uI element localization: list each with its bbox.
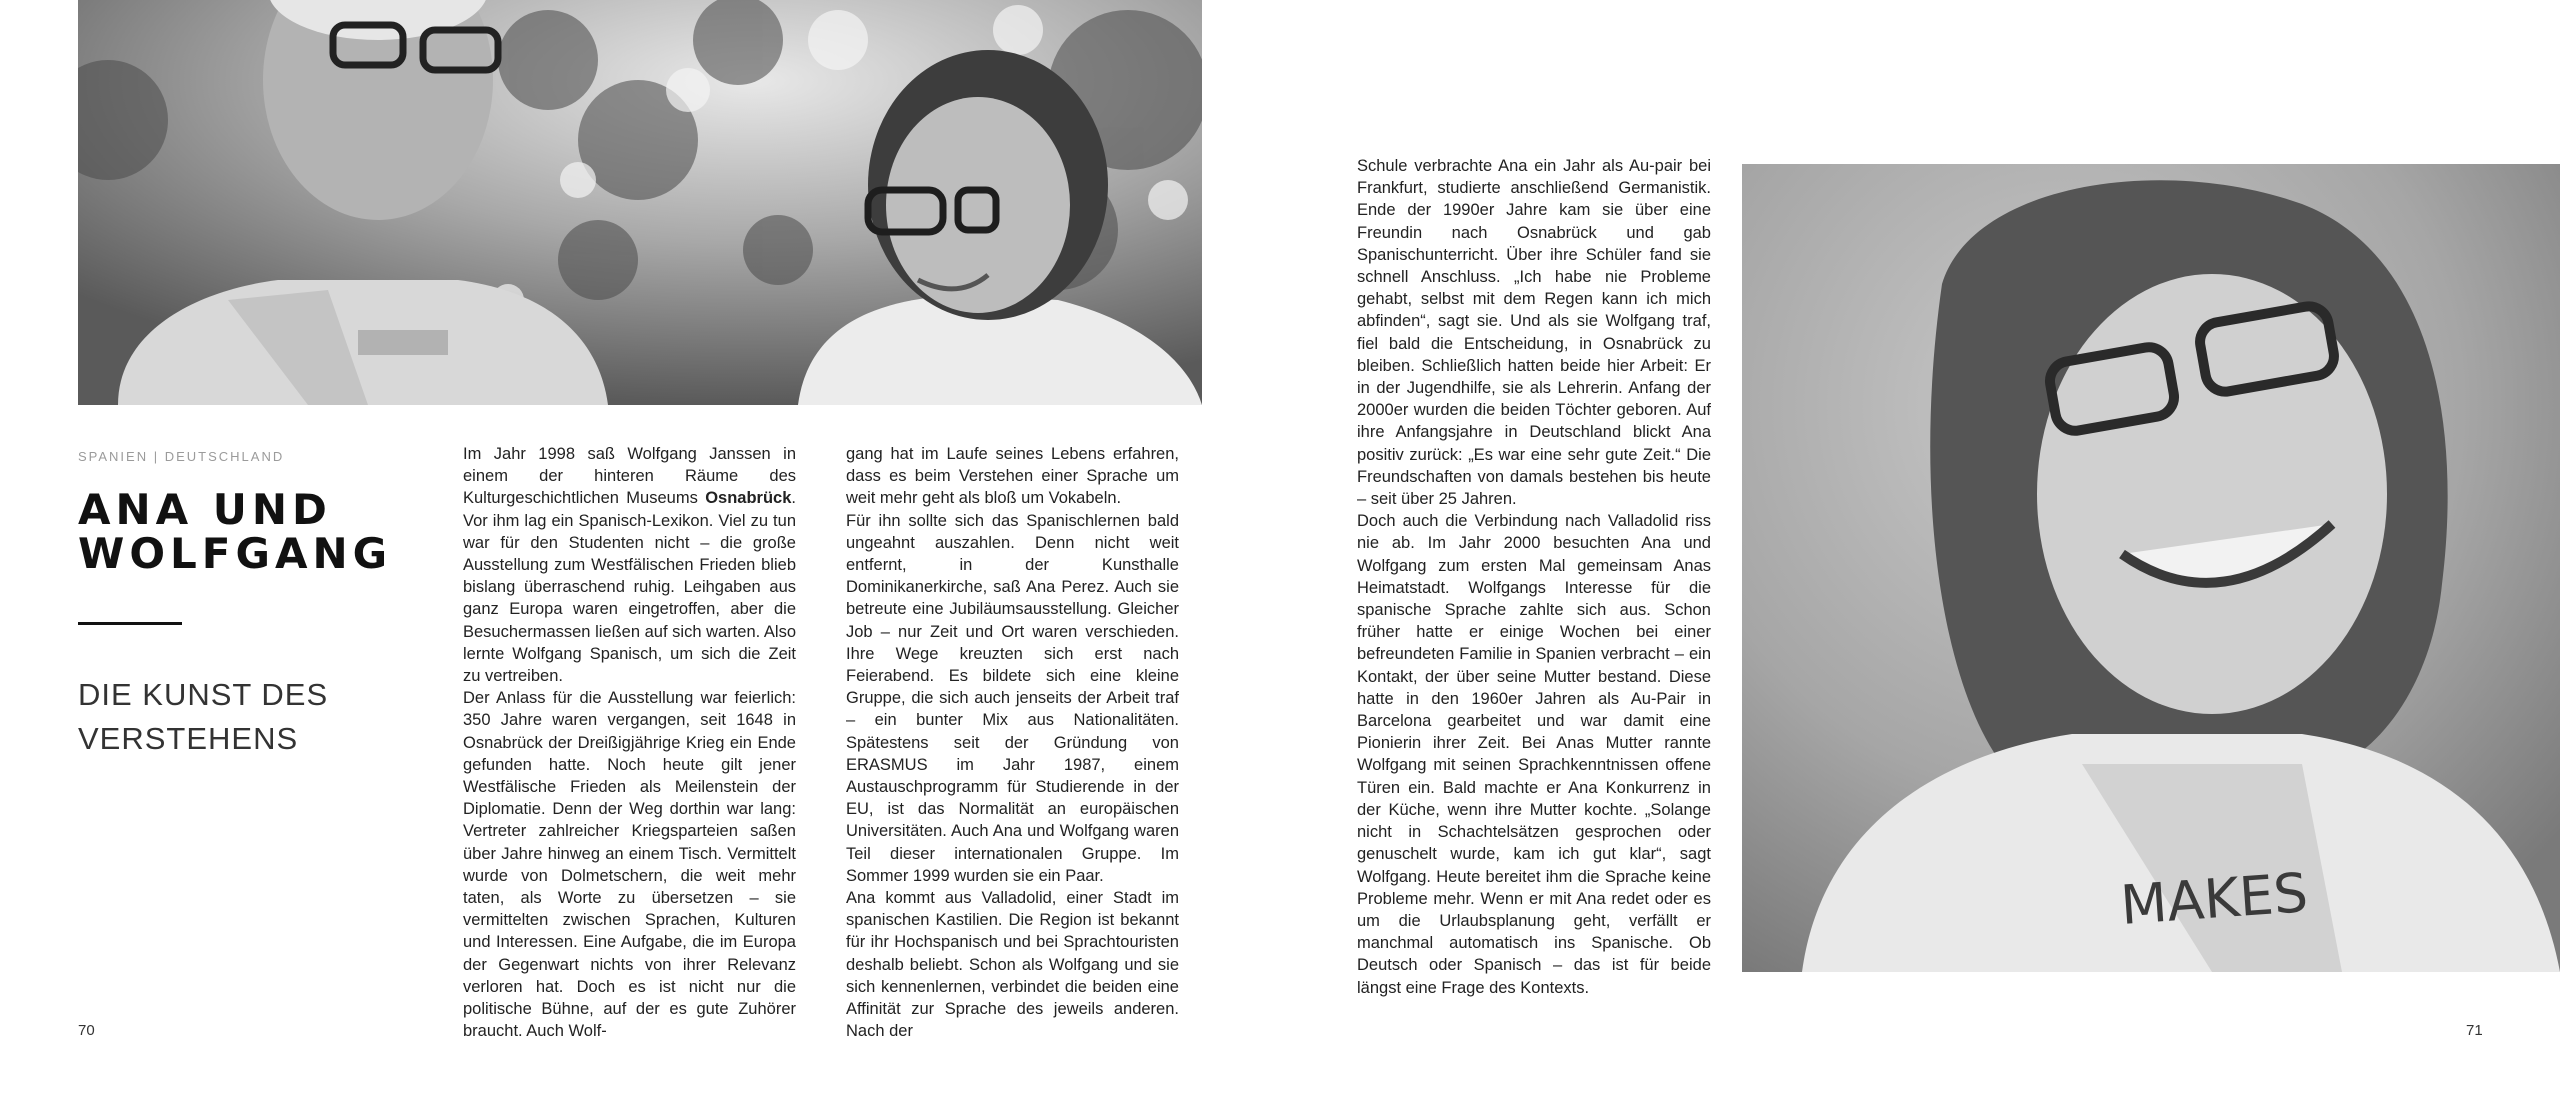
title-divider — [78, 622, 182, 625]
body-paragraph: Ana kommt aus Valladolid, einer Stadt im spanischen Kastilien. Die Region ist bekannt für ihr Hochspanisch und bei Sprachtouristen deshalb beliebt. Schon als Wolfgang und sie sich kennenlernen, verbindet die beiden eine Affinität zur Sprache des jeweils anderen. Nach der — [846, 889, 1179, 1041]
title-line-1: ANA UND — [78, 485, 332, 534]
title-line-2: WOLFGANG — [78, 529, 393, 578]
page-number-right: 71 — [2466, 1022, 2483, 1039]
article-subtitle — [78, 673, 408, 761]
page-number-left: 70 — [78, 1022, 95, 1039]
article-title — [78, 485, 438, 578]
body-paragraph: Im Jahr 1998 saß Wolfgang Janssen in einem der hinteren Räume des Kulturgeschichtlichen Museums Osnabrück. Vor ihm lag ein Spanisch-Lexikon. Viel zu tun war für den Studenten nicht – die große Ausstellung zum Westfälischen Frieden blieb bislang überraschend ruhig. Leihgaben aus ganz Europa waren eingetroffen, aber die Besuchermassen ließen auf sich warten. Also lernte Wolfgang Spanisch, um sich die Zeit zu vertreiben. — [463, 445, 796, 686]
ana-portrait-graphic — [1742, 164, 2560, 972]
subtitle-line-1: DIE KUNST DES — [78, 677, 329, 712]
city-highlight: Osnabrück — [705, 489, 792, 508]
couple-photo — [78, 0, 1202, 405]
body-paragraph: gang hat im Laufe seines Lebens erfahren, dass es beim Verstehen einer Sprache um weit mehr geht als bloß um Vokabeln. — [846, 445, 1179, 508]
body-column-2 — [846, 443, 1179, 1042]
body-paragraph: Schule verbrachte Ana ein Jahr als Au-pair bei Frankfurt, studierte anschließend Germanistik. Ende der 1990er Jahre kam sie über eine Freundin nach Osnabrück und gab Spanischunterricht. Über ihre Schüler fand sie schnell Anschluss. „Ich habe nie Probleme gehabt, selbst mit dem Regen kann ich mich abfinden“, sagt sie. Und als sie Wolfgang traf, fiel bald die Entscheidung, in Osnabrück zu bleiben. Schließlich hatten beide hier Arbeit: Er in der Jugendhilfe, sie als Lehrerin. Anfang der 2000er wurden die beiden Töchter geboren. Auf ihre Anfangsjahre in Deutschland blickt Ana positiv zurück: „Es war eine sehr gute Zeit.“ Die Freundschaften von damals bestehen bis heute – seit über 25 Jahren. — [1357, 157, 1711, 509]
subtitle-line-2: VERSTEHENS — [78, 721, 299, 756]
body-paragraph: Doch auch die Verbindung nach Valladolid riss nie ab. Im Jahr 2000 besuchten Ana und Wolfgang zum ersten Mal gemeinsam Anas Heimatstadt. Wolfgangs Interesse für die spanische Sprache zahlte sich aus. Schon früher hatte er einige Wochen bei einer befreundeten Familie in Spanien verbracht – ein Kontakt, der über seine Mutter bestand. Diese hatte in den 1960er Jahren als Au-Pair in Barcelona gearbeitet und war damit eine Pionierin ihrer Zeit. Bei Anas Mutter rannte Wolfgang mit seinen Sprachkenntnissen offene Türen ein. Bald machte er Ana Konkurrenz in der Küche, wenn ihre Mutter kochte. „Solange nicht in Schachtelsätzen gesprochen oder genuschelt wurde, kam ich gut klar“, sagt Wolfgang. Heute bereitet ihm die Sprache keine Probleme mehr. Wenn er mit Ana redet oder es um die Urlaubsplanung geht, verfällt er manchmal automatisch ins Spanische. Ob Deutsch oder Spanisch – das ist für beide längst eine Frage des Kontexts. — [1357, 512, 1711, 997]
section-kicker: SPANIEN | DEUTSCHLAND — [78, 449, 285, 464]
ana-portrait-photo — [1742, 164, 2560, 972]
body-paragraph: Für ihn sollte sich das Spanischlernen bald ungeahnt auszahlen. Denn nicht weit entfernt, in der Kunsthalle Dominikanerkirche, saß Ana Perez. Auch sie betreute eine Jubiläumsausstellung. Gleicher Job – nur Zeit und Ort waren verschieden. Ihre Wege kreuzten sich erst nach Feierabend. Es bildete sich eine kleine Gruppe, die sich auch jenseits der Arbeit traf – ein bunter Mix aus Nationalitäten. Spätestens seit der Gründung von ERASMUS im Jahr 1987, einem Austauschprogramm für Studierende in der EU, ist das Normalität an europäischen Universitäten. Auch Ana und Wolfgang waren Teil dieser internationalen Gruppe. Im Sommer 1999 wurden sie ein Paar. — [846, 511, 1179, 885]
body-column-3 — [1357, 155, 1711, 999]
couple-photo-graphic — [78, 0, 1202, 405]
svg-text:MAKES: MAKES — [2118, 861, 2310, 937]
body-column-1 — [463, 443, 796, 1042]
body-paragraph: Der Anlass für die Ausstellung war feierlich: 350 Jahre waren vergangen, seit 1648 in Osnabrück der Dreißigjährige Krieg ein Ende gefunden hatte. Noch heute gilt jener Westfälische Frieden als Meilenstein der Diplomatie. Denn der Weg dorthin war lang: Vertreter zahlreicher Kriegsparteien saßen über Jahre hinweg an einem Tisch. Vermittelt wurde von Dolmetschern, die weit mehr taten, als Worte zu übersetzen – sie vermittelten zwischen Sprachen, Kulturen und Interessen. Eine Aufgabe, die im Europa der Gegenwart nichts von ihrer Relevanz verloren hat. Doch es ist nicht nur die politische Bühne, auf der es gute Zuhörer braucht. Auch Wolf- — [463, 689, 796, 1041]
